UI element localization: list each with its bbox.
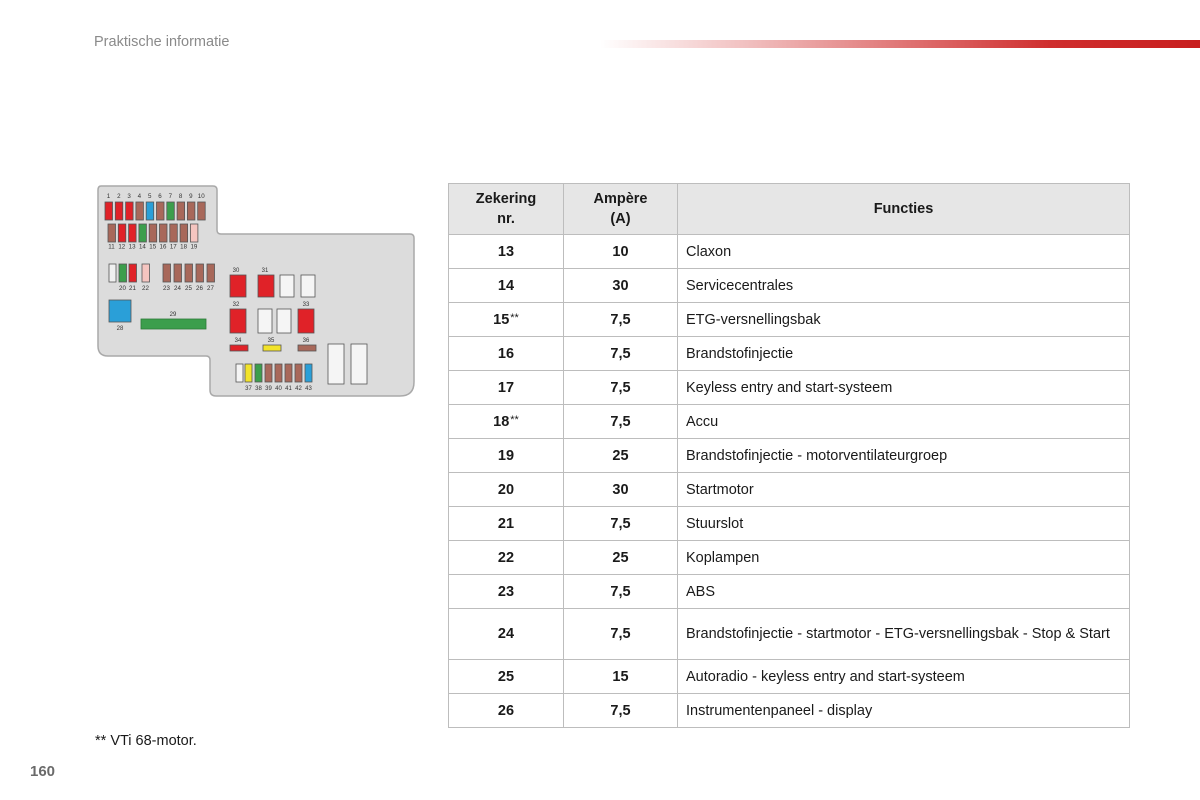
page-number: 160 — [30, 763, 56, 780]
fuse-function: Accu — [678, 405, 1130, 439]
fuse — [305, 364, 312, 382]
relay-slot — [328, 344, 344, 384]
fuse-number: 18** — [449, 405, 564, 439]
connector-strip — [141, 319, 206, 329]
header-accent-bar — [600, 40, 1200, 48]
table-row — [449, 575, 1130, 609]
fuse — [118, 224, 126, 242]
fuse — [245, 364, 252, 382]
table-row — [449, 541, 1130, 575]
fuse — [108, 224, 116, 242]
fuse — [126, 202, 134, 220]
fuse — [177, 202, 185, 220]
fuse-label: 34 — [234, 338, 242, 344]
fuse-ampere: 15 — [564, 660, 678, 694]
fuse-label: 17 — [169, 243, 177, 251]
fuse-label: 28 — [116, 326, 124, 332]
fuse — [149, 224, 157, 242]
fuse-ampere: 25 — [564, 541, 678, 575]
fuse-slot-empty — [277, 309, 291, 333]
fuse-number: 15** — [449, 303, 564, 337]
fuse — [255, 364, 262, 382]
table-row — [449, 660, 1130, 694]
fuse — [167, 202, 175, 220]
fuse-function: ABS — [678, 575, 1130, 609]
fuse-ampere: 7,5 — [564, 405, 678, 439]
fuse-number: 22 — [449, 541, 564, 575]
header-functies: Functies — [678, 184, 1130, 235]
fuse — [230, 345, 248, 351]
fuse-label: 31 — [261, 268, 269, 274]
fuse — [285, 364, 292, 382]
fuse — [198, 202, 206, 220]
table-row — [449, 609, 1130, 660]
fuse-slot-empty — [236, 364, 243, 382]
fuse-ampere: 7,5 — [564, 371, 678, 405]
fuse-block — [109, 300, 131, 322]
fuse-label: 43 — [305, 386, 312, 392]
fuse-function: Startmotor — [678, 473, 1130, 507]
fuse-ampere: 30 — [564, 269, 678, 303]
fuse — [298, 345, 316, 351]
fuse-label: 7 — [168, 193, 173, 200]
fuse-label: 37 — [245, 386, 252, 392]
fuse-label: 2 — [117, 193, 121, 200]
fuse-number: 23 — [449, 575, 564, 609]
fuse — [119, 264, 127, 282]
fuse-label: 6 — [158, 193, 162, 200]
relay-slot — [351, 344, 367, 384]
maxi-fuse — [258, 275, 274, 297]
table-row — [449, 235, 1130, 269]
fuse-label: 15 — [149, 243, 157, 251]
fuse-label: 1 — [106, 193, 111, 200]
fuse-number: 17 — [449, 371, 564, 405]
fuse-function: Claxon — [678, 235, 1130, 269]
fuse-label: 35 — [267, 338, 275, 344]
fuse — [139, 224, 147, 242]
fuse — [160, 224, 168, 242]
fuse-label: 21 — [129, 285, 136, 292]
fuse-function: ETG-versnellingsbak — [678, 303, 1130, 337]
fuse-function: Instrumentenpaneel - display — [678, 694, 1130, 728]
fuse-label: 12 — [118, 243, 126, 251]
fuse-label: 32 — [232, 302, 240, 308]
fuse — [190, 224, 198, 242]
fuse-slot-empty — [301, 275, 315, 297]
fuse-number: 13 — [449, 235, 564, 269]
fuse-label: 24 — [174, 285, 181, 292]
fuse — [263, 345, 281, 351]
fuse — [187, 202, 195, 220]
fuse — [115, 202, 123, 220]
fuse — [207, 264, 215, 282]
fuse-label: 42 — [295, 386, 302, 392]
fuse-number: 20 — [449, 473, 564, 507]
fuse-label: 16 — [159, 243, 167, 251]
fuse — [196, 264, 204, 282]
fuse-label: 9 — [189, 193, 193, 200]
fuse-ampere: 30 — [564, 473, 678, 507]
table-row — [449, 269, 1130, 303]
table-row — [449, 371, 1130, 405]
fuse-label: 27 — [207, 285, 214, 292]
table-row — [449, 337, 1130, 371]
maxi-fuse — [230, 275, 246, 297]
fuse — [174, 264, 182, 282]
fuse-number: 24 — [449, 609, 564, 660]
section-title: Praktische informatie — [94, 34, 230, 50]
fuse-ampere: 7,5 — [564, 609, 678, 660]
footnote-marker: ** — [510, 311, 519, 324]
fuse — [185, 264, 193, 282]
fuse — [129, 264, 137, 282]
fuse-function: Koplampen — [678, 541, 1130, 575]
fuse-label: 41 — [285, 386, 292, 392]
fuse-function: Autoradio - keyless entry and start-systeem — [678, 660, 1130, 694]
fuse-label: 8 — [178, 193, 183, 200]
maxi-fuse — [230, 309, 246, 333]
fuse-slot-empty — [280, 275, 294, 297]
footnote-marker: ** — [510, 413, 519, 426]
header-zekering: Zekering nr. — [449, 184, 564, 235]
fuse-slot-empty — [109, 264, 116, 282]
fuse-label: 26 — [196, 285, 203, 292]
fuse-label: 22 — [142, 285, 149, 292]
fuse-ampere: 7,5 — [564, 303, 678, 337]
fuse-function: Brandstofinjectie - motorventilateurgroep — [678, 439, 1130, 473]
fuse — [129, 224, 137, 242]
table-row — [449, 694, 1130, 728]
table-row — [449, 303, 1130, 337]
fuse-label: 5 — [147, 193, 152, 200]
fuse-label: 38 — [255, 386, 262, 392]
fuse — [275, 364, 282, 382]
fuse-function: Brandstofinjectie — [678, 337, 1130, 371]
fuse — [146, 202, 154, 220]
table-row — [449, 439, 1130, 473]
table-row — [449, 405, 1130, 439]
fuse-label: 3 — [127, 193, 131, 200]
fuse — [180, 224, 188, 242]
fuse — [136, 202, 144, 220]
fuse-number: 25 — [449, 660, 564, 694]
table-row — [449, 473, 1130, 507]
fuse-label: 39 — [265, 386, 272, 392]
fuse-label: 40 — [275, 386, 282, 392]
fuse-label: 33 — [302, 302, 310, 308]
fuse-label: 36 — [302, 338, 310, 344]
fuse-label: 18 — [180, 243, 188, 251]
fuse-number: 14 — [449, 269, 564, 303]
table-row — [449, 507, 1130, 541]
fuse-ampere: 10 — [564, 235, 678, 269]
fuse-function: Stuurslot — [678, 507, 1130, 541]
fuse-ampere: 7,5 — [564, 575, 678, 609]
fuse-ampere: 7,5 — [564, 694, 678, 728]
fuse-number: 19 — [449, 439, 564, 473]
fuse — [105, 202, 113, 220]
fuse-ampere: 25 — [564, 439, 678, 473]
fuse — [295, 364, 302, 382]
fuse — [142, 264, 150, 282]
footnote: ** VTi 68-motor. — [95, 733, 197, 749]
fuse-label: 14 — [138, 243, 146, 251]
fuse-label: 10 — [197, 193, 205, 200]
fuse — [157, 202, 165, 220]
fuse-slot-empty — [258, 309, 272, 333]
fuse-table — [448, 183, 1130, 728]
fuse-label: 11 — [108, 243, 115, 251]
fuse-label: 20 — [119, 285, 126, 292]
maxi-fuse — [298, 309, 314, 333]
fuse-number: 16 — [449, 337, 564, 371]
fuse — [163, 264, 171, 282]
fuse-function: Brandstofinjectie - startmotor - ETG-versnellingsbak - Stop & Start — [678, 609, 1130, 660]
fuse — [265, 364, 272, 382]
fuse-label: 30 — [232, 268, 240, 274]
fuse-number: 26 — [449, 694, 564, 728]
fuse-ampere: 7,5 — [564, 507, 678, 541]
header-ampere: Ampère (A) — [564, 184, 678, 235]
fuse-label: 13 — [128, 243, 136, 251]
fuse-number: 21 — [449, 507, 564, 541]
fuse-label: 23 — [163, 285, 170, 292]
fuse-function: Keyless entry and start-systeem — [678, 371, 1130, 405]
fuse-label: 4 — [137, 193, 142, 200]
fuse-label: 19 — [190, 243, 198, 251]
fuse-label: 29 — [169, 312, 177, 318]
fuse — [170, 224, 178, 242]
fuse-box-diagram — [96, 184, 416, 398]
fuse-function: Servicecentrales — [678, 269, 1130, 303]
fuse-ampere: 7,5 — [564, 337, 678, 371]
fuse-label: 25 — [185, 285, 192, 292]
